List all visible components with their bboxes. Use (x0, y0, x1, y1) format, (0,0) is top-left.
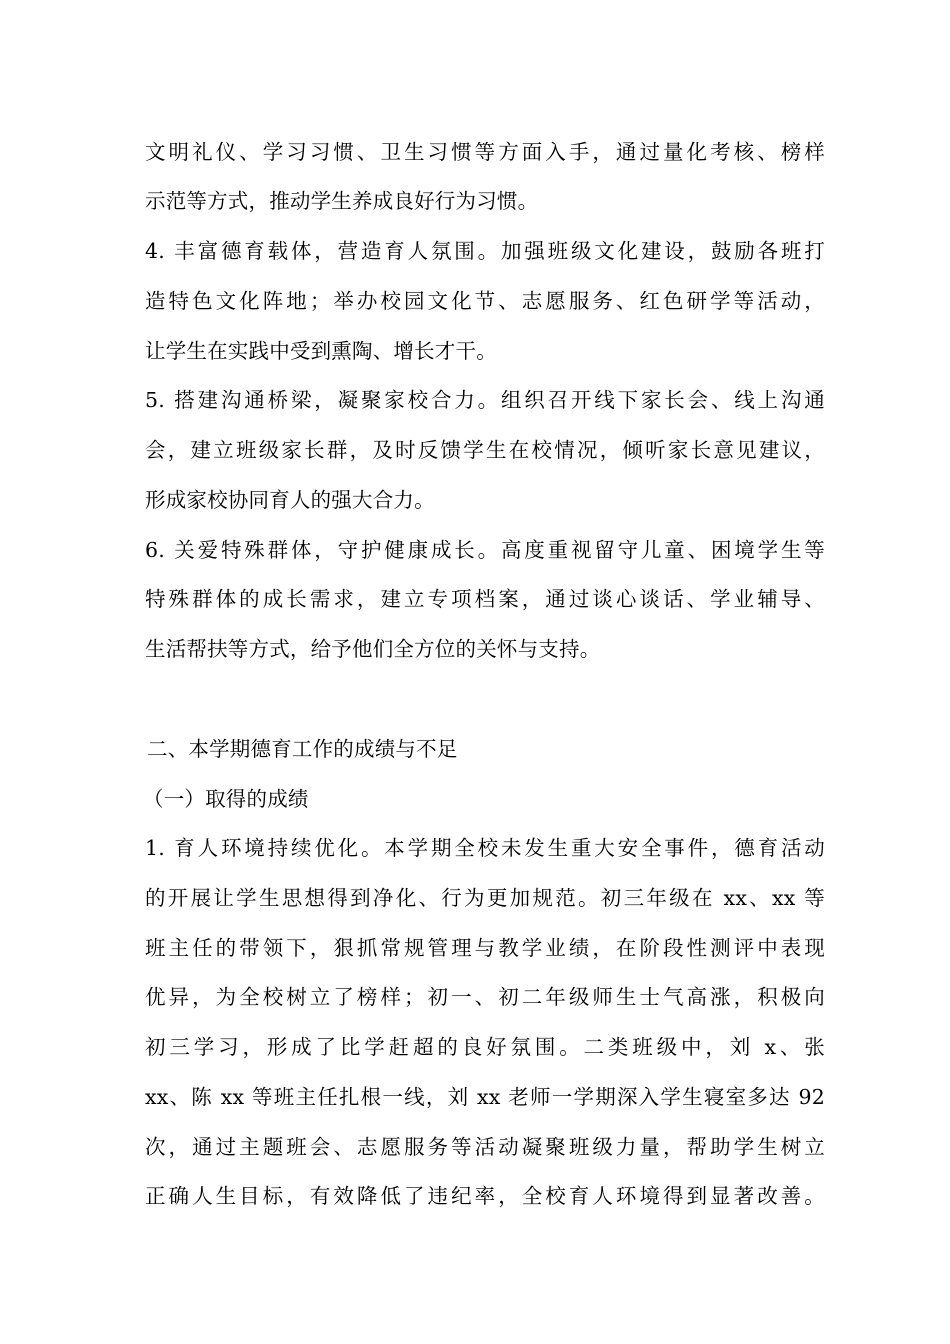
achievement-item-1-line: xx、陈 xx 等班主任扎根一线，刘 xx 老师一学期深入学生寝室多达 92 (145, 1085, 825, 1109)
list-item-5-line: 5. 搭建沟通桥梁，凝聚家校合力。组织召开线下家长会、线上沟通 (145, 388, 825, 412)
achievement-item-1-line: 初三学习，形成了比学赶超的良好氛围。二类班级中，刘 x、张 (145, 1035, 825, 1059)
list-item-5-line: 会，建立班级家长群，及时反馈学生在校情况，倾听家长意见建议， (145, 438, 825, 462)
achievement-item-1-line: 正确人生目标，有效降低了违纪率，全校育人环境得到显著改善。 (145, 1184, 825, 1208)
achievement-item-1-line: 班主任的带领下，狠抓常规管理与教学业绩，在阶段性测评中表现 (145, 936, 825, 960)
achievement-item-1-line: 优异，为全校树立了榜样；初一、初二年级师生士气高涨，积极向 (145, 985, 825, 1009)
list-item-6-line: 生活帮扶等方式，给予他们全方位的关怀与支持。 (145, 637, 601, 661)
paragraph-line: 示范等方式，推动学生养成良好行为习惯。 (145, 189, 539, 213)
list-item-6-line: 特殊群体的成长需求，建立专项档案，通过谈心谈话、学业辅导、 (145, 587, 825, 611)
achievement-item-1-line: 的开展让学生思想得到净化、行为更加规范。初三年级在 xx、xx 等 (145, 886, 825, 910)
achievement-item-1-line: 次，通过主题班会、志愿服务等活动凝聚班级力量，帮助学生树立 (145, 1135, 825, 1159)
paragraph-line: 文明礼仪、学习习惯、卫生习惯等方面入手，通过量化考核、榜样 (145, 140, 825, 164)
list-item-4-line: 4. 丰富德育载体，营造育人氛围。加强班级文化建设，鼓励各班打 (145, 239, 825, 263)
section-heading: 二、本学期德育工作的成绩与不足 (147, 737, 458, 761)
list-item-4-line: 造特色文化阵地；举办校园文化节、志愿服务、红色研学等活动， (145, 289, 825, 313)
achievement-item-1-line: 1. 育人环境持续优化。本学期全校未发生重大安全事件，德育活动 (145, 836, 825, 860)
list-item-6-line: 6. 关爱特殊群体，守护健康成长。高度重视留守儿童、困境学生等 (145, 538, 825, 562)
subsection-heading: （一）取得的成绩 (143, 787, 309, 811)
list-item-5-line: 形成家校协同育人的强大合力。 (145, 488, 435, 512)
list-item-4-line: 让学生在实践中受到熏陶、增长才干。 (145, 339, 497, 363)
